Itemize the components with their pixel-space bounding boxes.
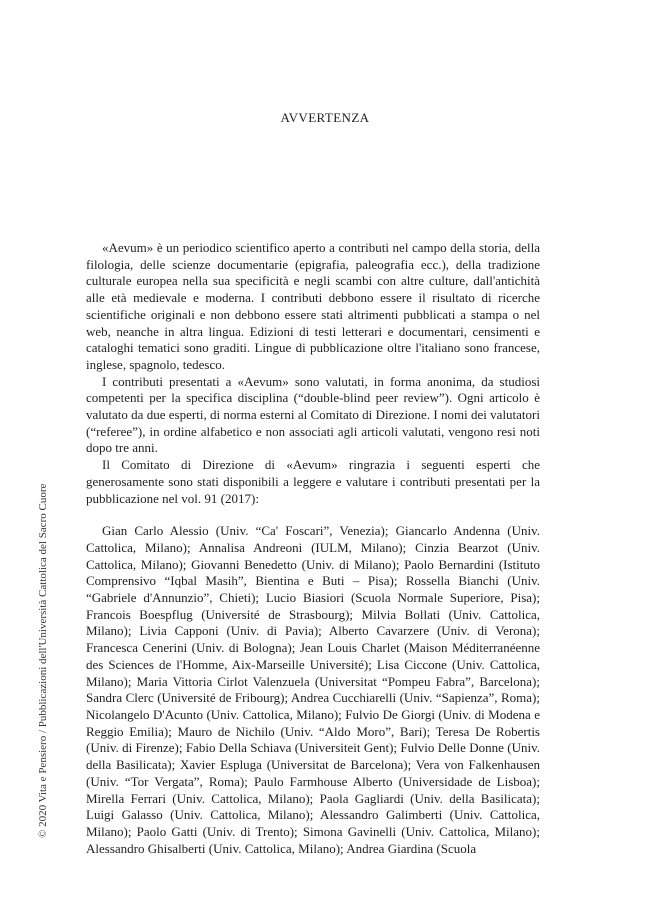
paragraph-intro: «Aevum» è un periodico scientifico aperto a contributi nel campo della storia, della filologia, delle scienze documentarie (epigrafia, paleografia ecc.), della tradizione culturale europea nella sua specificità e negli scambi con altre culture, dall'antichità alle età medievale e moderna. I contributi debbono essere il risultato di ricerche scientifiche originali e non debbono essere stati altrimenti pubblicati a stampa o nel web, neanche in altra lingua. Edizioni di testi letterari e documentari, censimenti e cataloghi tematici sono graditi. Lingue di pubblicazione oltre l'italiano sono francese, inglese, spagnolo, tedesco. bbox=[86, 240, 540, 372]
paragraph-acknowledgement: Il Comitato di Direzione di «Aevum» ringrazia i seguenti esperti che generosamente sono stati disponibili a leggere e valutare i contributi presentati per la pubblicazione nel vol. 91 (2017): bbox=[86, 457, 540, 506]
paragraph-peer-review: I contributi presentati a «Aevum» sono valutati, in forma anonima, da studiosi competenti per la specifica disciplina (“double-blind peer review”). Ogni articolo è valutato da due esperti, di norma esterni al Comitato di Direzione. I nomi dei valutatori (“referee”), in ordine alfabetico e non associati agli articoli valutati, vengono resi noti dopo tre anni. bbox=[86, 373, 540, 456]
referee-list: Gian Carlo Alessio (Univ. “Ca' Foscari”, Venezia); Giancarlo Andenna (Univ. Cattolica, Milano); Annalisa Andreoni (IULM, Milano); Cinzia Bearzot (Univ. Cattolica, Milano); Giovanni Benedetto (Univ. di Milano); Paolo Bernardini (Istituto Comprensivo “Iqbal Masih”, Bientina e Buti – Pisa); Rossella Bianchi (Univ. “Gabriele d'Annunzio”, Chieti); Lucio Biasiori (Scuola Normale Superiore, Pisa); Francois Boespflug (Université de Strasbourg); Milvia Bollati (Univ. Cattolica, Milano); Livia Capponi (Univ. di Pavia); Alberto Cavarzere (Univ. di Verona); Francesca Cenerini (Univ. di Bologna); Jean Louis Charlet (Maison Méditerranéenne des Sciences de l'Homme, Aix-Marseille Université); Lisa Ciccone (Univ. Cattolica, Milano); Maria Vittoria Cirlot Valenzuela (Universitat “Pompeu Fabra”, Barcelona); Sandra Clerc (Université de Fribourg); Andrea Cucchiarelli (Univ. “Sapienza”, Roma); Nicolangelo D'Acunto (Univ. Cattolica, Milano); Fulvio De Giorgi (Univ. di Modena e Reggio Emilia); Mauro de Nichilo (Univ. “Aldo Moro”, Bari); Teresa De Robertis (Univ. di Firenze); Fabio Della Schiava (Universiteit Gent); Fulvio Delle Donne (Univ. della Basilicata); Xavier Espluga (Universitat de Barcelona); Vera von Falkenhausen (Univ. “Tor Vergata”, Roma); Paulo Farmhouse Alberto (Universidade de Lisboa); Mirella Ferrari (Univ. Cattolica, Milano); Paola Gagliardi (Univ. della Basilicata); Luigi Galasso (Univ. Cattolica, Milano); Alessandro Galimberti (Univ. Cattolica, Milano); Paolo Gatti (Univ. di Trento); Simona Gavinelli (Univ. Cattolica, Milano); Alessandro Ghisalberti (Univ. Cattolica, Milano); Andrea Giardina (Scuola bbox=[86, 523, 540, 856]
page-title: AVVERTENZA bbox=[280, 110, 370, 125]
body-text bbox=[86, 240, 540, 857]
copyright-notice: © 2020 Vita e Pensiero / Pubblicazioni dell'Università Cattolica del Sacro Cuore bbox=[37, 483, 49, 838]
